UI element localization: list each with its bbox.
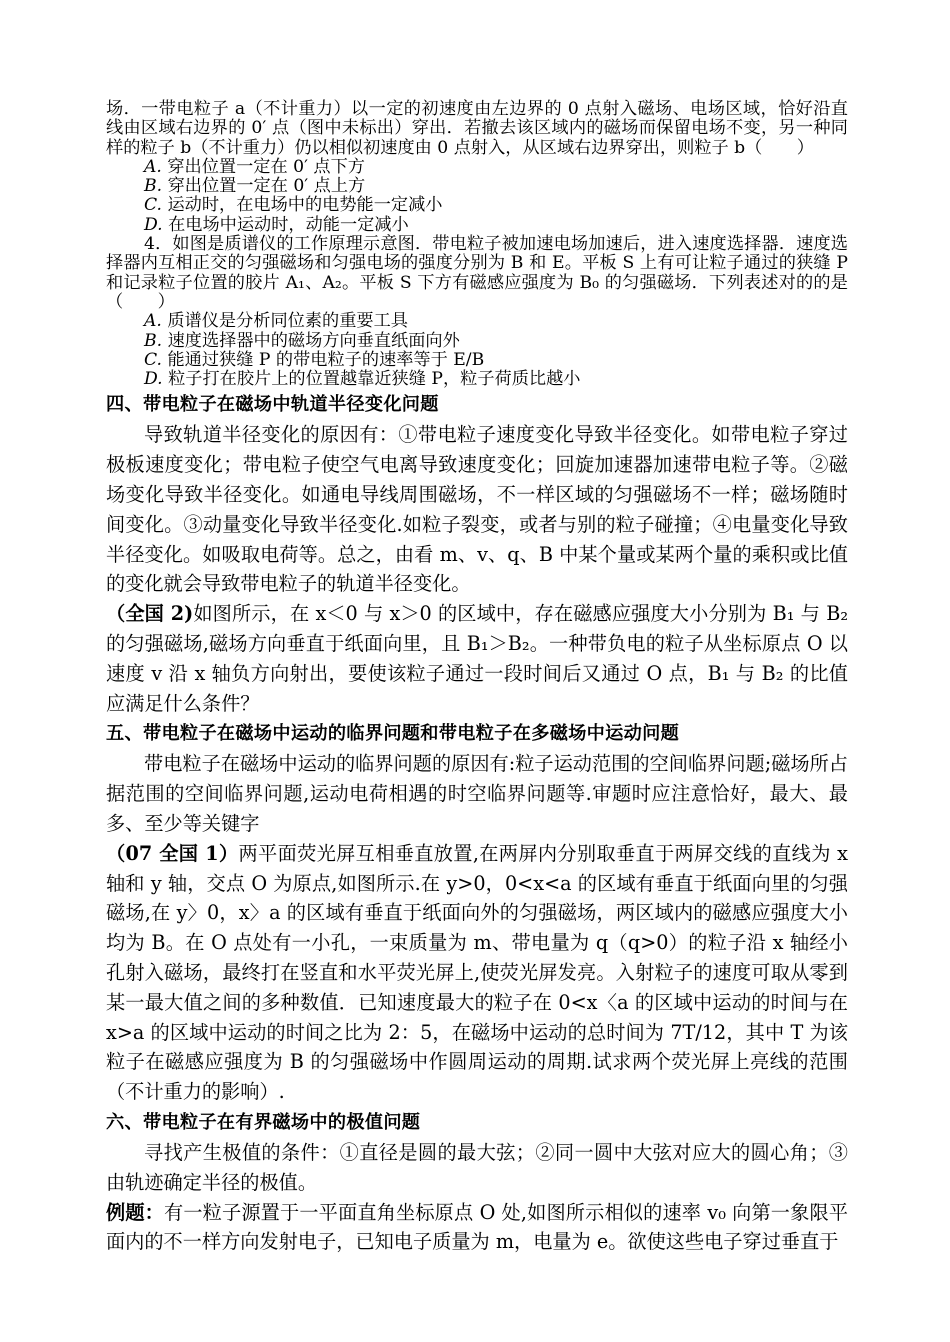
section-5-example: [106, 839, 848, 1107]
section-6-example-label: 例题：: [106, 1200, 164, 1224]
question-3-option-c: C. 运动时，在电场中的电势能一定减小: [144, 195, 443, 216]
section-4-body: 导致轨道半径变化的原因有：①带电粒子速度变化导致半径变化。如带电粒子穿过极板速度变化；带电粒子使空气电离导致速度变化；回旋加速器加速带电粒子等。②磁场变化导致半径变化。如通电导线周围磁场，不一样区域的匀强磁场不一样；磁场随时间变化。③动量变化导致半径变化.如粒子裂变，或者与别的粒子碰撞；④电量变化导致半径变化。如吸取电荷等。总之，由看 m、v、q、B 中某个量或某两个量的乘积或比值的变化就会导致带电粒子的轨道半径变化。: [106, 423, 848, 596]
question-3-text: 场．一带电粒子 a（不计重力）以一定的初速度由左边界的 0 点射入磁场、电场区域，恰好沿直线由区域右边界的 0′ 点（图中未标出）穿出．若撤去该区域内的磁场而保留电场不变，另一种同样的粒子 b（不计重力）仍以相似初速度由 0 点射入，从区域右边界穿出，则粒子 b（ ）: [106, 99, 848, 158]
question-4-option-b: B. 速度选择器中的磁场方向垂直纸面向外: [144, 330, 460, 351]
section-6-example: [106, 1198, 848, 1258]
section-5-body: 带电粒子在磁场中运动的临界问题的原因有:粒子运动范围的空间临界问题;磁场所占据范围的空间临界问题,运动电荷相遇的时空临界问题等.审题时应注意恰好，最大、最多、至少等关键字: [106, 752, 848, 836]
question-3-option-a: A. 穿出位置一定在 0′ 点下方: [144, 156, 365, 177]
section-4-example-text: 如图所示，在 x＜0 与 x＞0 的区域中，存在磁感应强度大小分别为 B₁ 与 B₂ 的匀强磁场,磁场方向垂直于纸面向里，且 B₁＞B₂。一种带负电的粒子从坐标原点 O 以速度 v 沿 x 轴负方向射出，要使该粒子通过一段时间后又通过 O 点，B₁ 与 B₂ 的比值应满足什么条件？: [106, 602, 849, 715]
section-4-heading: 四、带电粒子在磁场中轨道半径变化问题: [106, 394, 439, 416]
section-5-heading: 五、带电粒子在磁场中运动的临界问题和带电粒子在多磁场中运动问题: [106, 723, 680, 745]
question-3-option-b: B. 穿出位置一定在 0′ 点上方: [144, 176, 366, 197]
question-4-option-c: C. 能通过狭缝 P 的带电粒子的速率等于 E/B: [144, 349, 485, 370]
section-6-example-text: 有一粒子源置于一平面直角坐标原点 O 处,如图所示相似的速率 v₀ 向第一象限平面内的不一样方向发射电子，已知电子质量为 m，电量为 e。欲使这些电子穿过垂直于: [106, 1200, 848, 1254]
section-6-body: 寻找产生极值的条件：①直径是圆的最大弦；②同一圆中大弦对应大的圆心角；③由轨迹确定半径的极值。: [106, 1140, 848, 1194]
question-4: [106, 235, 848, 389]
question-3-option-d: D. 在电场中运动时，动能一定减小: [144, 214, 409, 235]
question-3: [106, 100, 848, 235]
question-4-text: 4．如图是质谱仪的工作原理示意图．带电粒子被加速电场加速后，进入速度选择器．速度选择器内互相正交的匀强磁场和匀强电场的强度分别为 B 和 E。平板 S 上有可让粒子通过的狭缝 P 和记录粒子位置的胶片 A₁、A₂。平板 S 下方有磁感应强度为 B₀ 的匀强磁场．下列表述对的的是（ ）: [106, 234, 848, 312]
section-4-example: [106, 599, 848, 718]
section-6-heading: 六、带电粒子在有界磁场中的极值问题: [106, 1111, 421, 1133]
section-5-example-text: 两平面荧光屏互相垂直放置,在两屏内分别取垂直于两屏交线的直线为 x 轴和 y 轴，交点 O 为原点,如图所示.在 y>0，0<x<a 的区域有垂直于纸面向里的匀强磁场,在 y〉0，x〉a 的区域有垂直于纸面向外的匀强磁场，两区域内的磁感应强度大小均为 B。在 O 点处有一小孔，一束质量为 m、带电量为 q（q>0）的粒子沿 x 轴经小孔射入磁场，最终打在竖直和水平荧光屏上,使荧光屏发亮。入射粒子的速度可取从零到某一最大值之间的多种数值．已知速度最大的粒子在 0<x〈a 的区域中运动的时间与在 x>a 的区域中运动的时间之比为 2：5，在磁场中运动的总时间为 7T/12，其中 T 为该粒子在磁感应强度为 B 的匀强磁场中作圆周运动的周期.试求两个荧光屏上亮线的范围（不计重力的影响）.: [106, 841, 848, 1104]
question-4-option-d: D. 粒子打在胶片上的位置越靠近狭缝 P，粒子荷质比越小: [144, 369, 581, 390]
question-4-option-a: A. 质谱仪是分析同位素的重要工具: [144, 311, 408, 332]
section-5-example-label: （07 全国 1）: [106, 841, 239, 865]
document-page: [106, 100, 848, 1257]
section-4-example-label: （全国 2): [106, 602, 194, 626]
